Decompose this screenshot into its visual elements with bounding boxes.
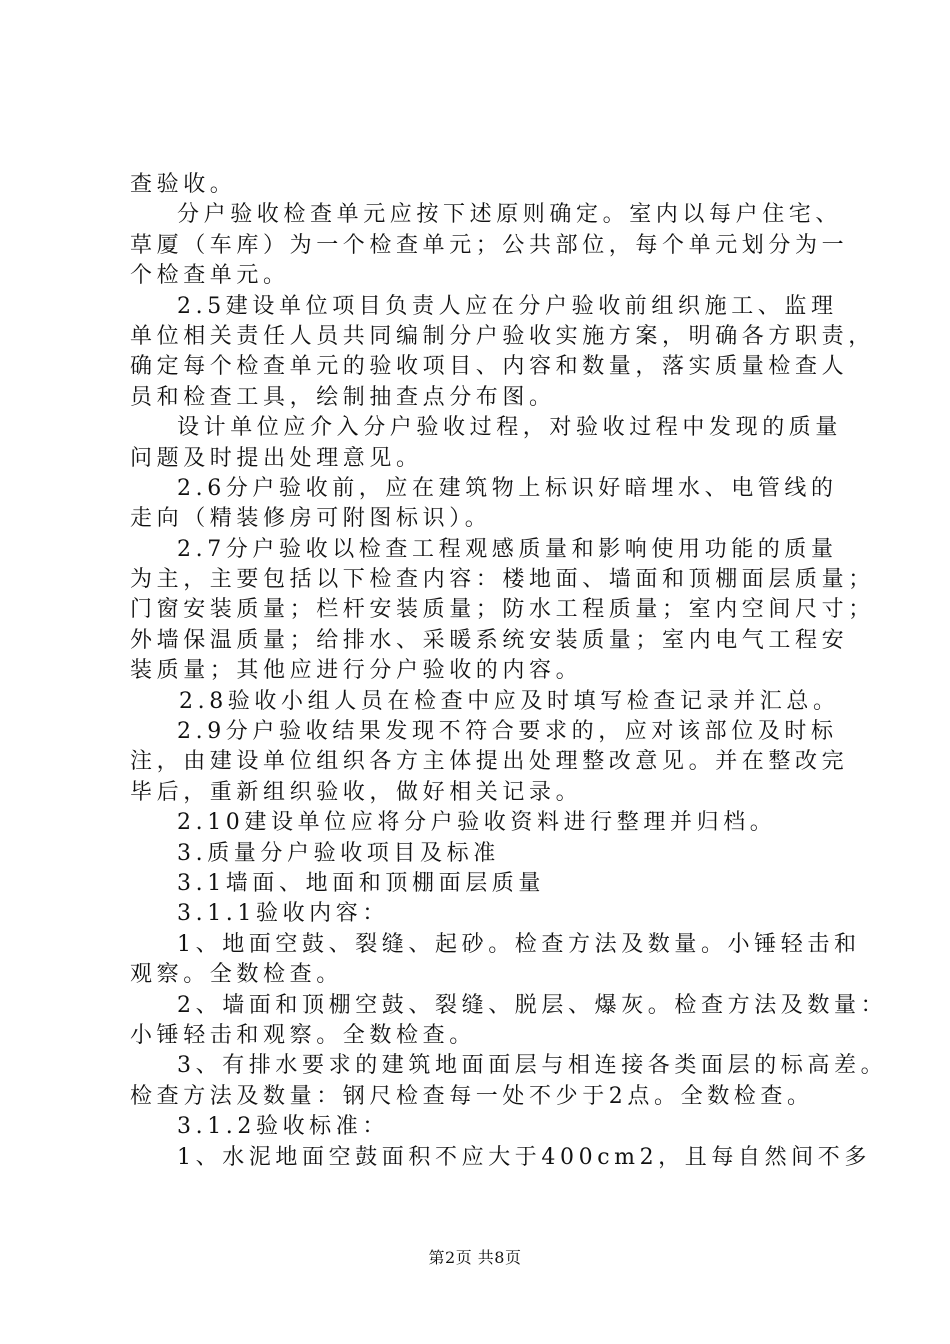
text-line: 3.1墙面、地面和顶棚面层质量	[177, 870, 545, 896]
text-line: 为主，主要包括以下检查内容：楼地面、墙面和顶棚面层质量；	[130, 567, 875, 593]
text-line: 2.7分户验收以检查工程观感质量和影响使用功能的质量	[177, 536, 838, 562]
text-line: 装质量；其他应进行分户验收的内容。	[130, 658, 583, 684]
text-line: 2、墙面和顶棚空鼓、裂缝、脱层、爆灰。检查方法及数量：	[177, 992, 888, 1018]
text-line: 3、有排水要求的建筑地面面层与相连接各类面层的标高差。	[177, 1053, 888, 1079]
text-line: 2.10建设单位应将分户验收资料进行整理并归档。	[177, 810, 777, 836]
text-line: 小锤轻击和观察。全数检查。	[130, 1022, 476, 1048]
text-line: 设计单位应介入分户验收过程，对验收过程中发现的质量	[177, 415, 843, 441]
text-line: 单位相关责任人员共同编制分户验收实施方案，明确各方职责，	[130, 323, 875, 349]
text-line: 2.5建设单位项目负责人应在分户验收前组织施工、监理	[177, 293, 838, 319]
text-line: 员和检查工具，绘制抽查点分布图。	[130, 384, 556, 410]
text-line: 检查方法及数量：钢尺检查每一处不少于2点。全数检查。	[130, 1083, 814, 1109]
text-line: 查验收。	[130, 172, 237, 197]
text-line: 3.质量分户验收项目及标准	[177, 840, 500, 866]
text-line: 外墙保温质量；给排水、采暖系统安装质量；室内电气工程安	[130, 627, 849, 653]
page-number-footer: 第2页 共8页	[428, 1248, 522, 1267]
text-line: 3.1.2验收标准：	[177, 1114, 389, 1140]
text-line: 2.9分户验收结果发现不符合要求的，应对该部位及时标	[177, 719, 838, 745]
text-line: 门窗安装质量；栏杆安装质量；防水工程质量；室内空间尺寸；	[130, 597, 875, 623]
text-line: 2.8验收小组人员在检查中应及时填写检查记录并汇总。	[179, 688, 840, 714]
text-line: 1、水泥地面空鼓面积不应大于400cm2，且每自然间不多	[177, 1144, 871, 1170]
text-line: 草厦（车库）为一个检查单元；公共部位，每个单元划分为一	[130, 232, 849, 258]
text-line: 3.1.1验收内容：	[177, 901, 389, 927]
text-line: 个检查单元。	[130, 263, 290, 289]
text-line: 注，由建设单位组织各方主体提出处理整改意见。并在整改完	[130, 749, 849, 775]
text-line: 观察。全数检查。	[130, 962, 343, 988]
text-line: 问题及时提出处理意见。	[130, 445, 423, 471]
text-line: 1、地面空鼓、裂缝、起砂。检查方法及数量。小锤轻击和	[177, 931, 861, 957]
text-line: 走向（精装修房可附图标识）。	[130, 506, 492, 532]
text-line: 分户验收检查单元应按下述原则确定。室内以每户住宅、	[177, 202, 843, 228]
text-line: 确定每个检查单元的验收项目、内容和数量，落实质量检查人	[130, 354, 849, 380]
document-body	[130, 170, 888, 1173]
text-line: 毕后，重新组织验收，做好相关记录。	[130, 779, 583, 805]
text-line: 2.6分户验收前，应在建筑物上标识好暗埋水、电管线的	[177, 475, 838, 501]
